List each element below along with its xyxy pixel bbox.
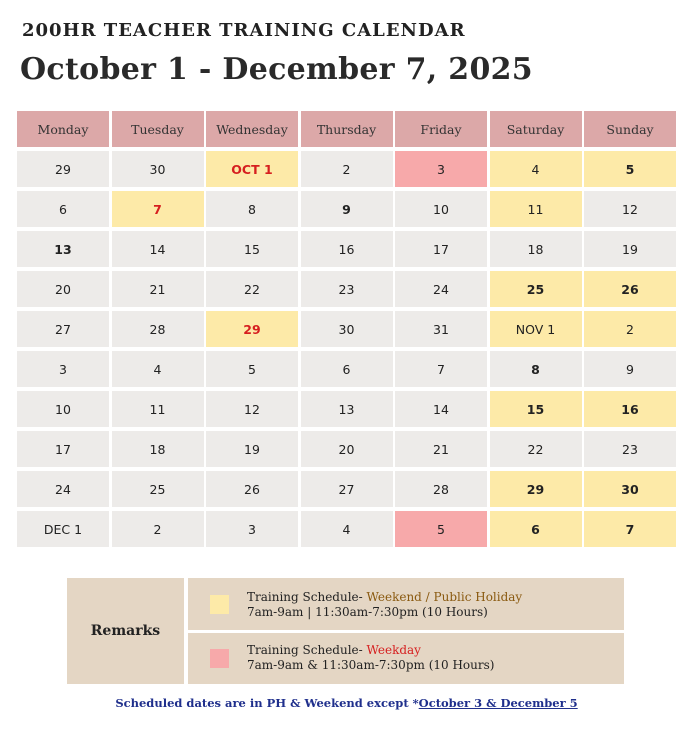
date-cell: 6 xyxy=(301,351,393,387)
date-cell: 4 xyxy=(301,511,393,547)
date-cell: 15 xyxy=(206,231,298,267)
date-cell: 20 xyxy=(17,271,109,307)
date-cell: 6 xyxy=(490,511,582,547)
date-cell: 29 xyxy=(490,471,582,507)
date-cell: 7 xyxy=(584,511,676,547)
date-cell: 24 xyxy=(17,471,109,507)
date-cell: 19 xyxy=(584,231,676,267)
date-cell: 26 xyxy=(206,471,298,507)
remark-weekday xyxy=(188,633,624,684)
date-cell: 4 xyxy=(490,151,582,187)
day-header-tuesday: Tuesday xyxy=(112,111,204,147)
date-cell: 23 xyxy=(584,431,676,467)
day-header-monday: Monday xyxy=(17,111,109,147)
date-cell: 5 xyxy=(206,351,298,387)
date-cell: 16 xyxy=(301,231,393,267)
day-header-sunday: Sunday xyxy=(584,111,676,147)
remark-weekend xyxy=(188,578,624,630)
date-cell: 25 xyxy=(112,471,204,507)
weekend-remark-prefix: Training Schedule- xyxy=(247,590,367,604)
remarks-label: Remarks xyxy=(67,578,184,684)
weekday-swatch xyxy=(210,649,229,668)
date-cell: 11 xyxy=(112,391,204,427)
date-cell: 30 xyxy=(112,151,204,187)
date-cell: 5 xyxy=(395,511,487,547)
date-cell: 3 xyxy=(395,151,487,187)
date-cell: 28 xyxy=(112,311,204,347)
date-cell: 7 xyxy=(395,351,487,387)
date-cell: DEC 1 xyxy=(17,511,109,547)
date-cell: 30 xyxy=(301,311,393,347)
day-header-friday: Friday xyxy=(395,111,487,147)
date-cell: 26 xyxy=(584,271,676,307)
calendar-subtitle: 200HR TEACHER TRAINING CALENDAR xyxy=(22,20,466,41)
date-cell: 27 xyxy=(17,311,109,347)
date-cell: 27 xyxy=(301,471,393,507)
date-cell: 14 xyxy=(112,231,204,267)
date-cell: 2 xyxy=(301,151,393,187)
date-cell: 18 xyxy=(490,231,582,267)
date-cell: 11 xyxy=(490,191,582,227)
date-cell: 2 xyxy=(584,311,676,347)
date-cell: 22 xyxy=(206,271,298,307)
date-cell: 29 xyxy=(206,311,298,347)
date-cell: 20 xyxy=(301,431,393,467)
date-cell: 10 xyxy=(395,191,487,227)
weekday-remark-prefix: Training Schedule- xyxy=(247,643,367,657)
date-cell: 5 xyxy=(584,151,676,187)
footnote xyxy=(0,696,693,710)
date-cell: 9 xyxy=(301,191,393,227)
weekday-remark-text xyxy=(247,643,494,673)
date-cell: 29 xyxy=(17,151,109,187)
date-cell: 7 xyxy=(112,191,204,227)
weekday-remark-highlight: Weekday xyxy=(366,643,421,657)
date-cell: 21 xyxy=(395,431,487,467)
date-cell: 13 xyxy=(301,391,393,427)
date-cell: 2 xyxy=(112,511,204,547)
weekend-remark-hours: 7am-9am | 11:30am-7:30pm (10 Hours) xyxy=(247,605,488,619)
date-cell: 21 xyxy=(112,271,204,307)
date-cell: 23 xyxy=(301,271,393,307)
date-cell: 31 xyxy=(395,311,487,347)
weekday-remark-hours: 7am-9am & 11:30am-7:30pm (10 Hours) xyxy=(247,658,495,672)
footnote-link[interactable]: October 3 & December 5 xyxy=(418,696,578,710)
date-cell: 17 xyxy=(17,431,109,467)
date-cell: 9 xyxy=(584,351,676,387)
date-cell: 24 xyxy=(395,271,487,307)
date-cell: 3 xyxy=(17,351,109,387)
date-cell: 13 xyxy=(17,231,109,267)
date-cell: 28 xyxy=(395,471,487,507)
weekend-remark-highlight: Weekend / Public Holiday xyxy=(366,590,523,604)
date-cell: 12 xyxy=(206,391,298,427)
date-cell: 3 xyxy=(206,511,298,547)
date-cell: OCT 1 xyxy=(206,151,298,187)
day-header-saturday: Saturday xyxy=(490,111,582,147)
day-header-thursday: Thursday xyxy=(301,111,393,147)
date-cell: 6 xyxy=(17,191,109,227)
date-cell: 19 xyxy=(206,431,298,467)
date-cell: 8 xyxy=(490,351,582,387)
date-cell: 17 xyxy=(395,231,487,267)
date-cell: 30 xyxy=(584,471,676,507)
date-cell: 10 xyxy=(17,391,109,427)
date-cell: 18 xyxy=(112,431,204,467)
date-cell: 8 xyxy=(206,191,298,227)
date-cell: 15 xyxy=(490,391,582,427)
footnote-text: Scheduled dates are in PH & Weekend except * xyxy=(115,696,419,710)
date-cell: NOV 1 xyxy=(490,311,582,347)
day-header-wednesday: Wednesday xyxy=(206,111,298,147)
date-cell: 14 xyxy=(395,391,487,427)
date-cell: 22 xyxy=(490,431,582,467)
date-cell: 16 xyxy=(584,391,676,427)
calendar-title: October 1 - December 7, 2025 xyxy=(20,52,533,87)
calendar-grid xyxy=(17,111,676,547)
date-cell: 12 xyxy=(584,191,676,227)
date-cell: 4 xyxy=(112,351,204,387)
date-cell: 25 xyxy=(490,271,582,307)
weekend-remark-text xyxy=(247,590,522,620)
weekend-swatch xyxy=(210,595,229,614)
